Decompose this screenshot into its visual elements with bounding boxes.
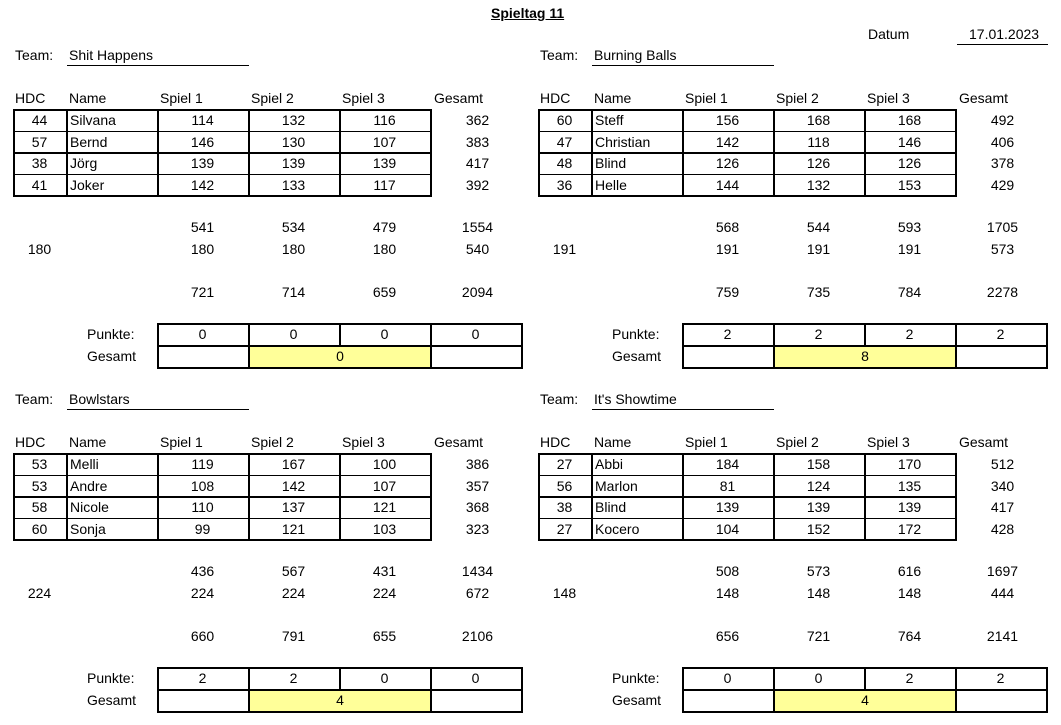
total-row-spiel3: 659 [372,284,397,300]
player-hdc: 58 [31,499,48,515]
player-name: Melli [70,456,99,472]
player-name: Blind [595,155,627,171]
total-row-gesamt: 2141 [986,628,1019,644]
player-gesamt: 378 [990,155,1015,171]
player-name: Sonja [70,520,106,537]
spiel1-header: Spiel 1 [685,90,728,106]
gesamt-value: 4 [336,692,344,708]
punkte-value: 2 [814,326,823,342]
total-row-spiel2: 791 [281,628,306,644]
player-spiel1: 104 [715,520,740,537]
player-spiel2: 137 [281,499,306,515]
total-row-spiel3: 784 [897,284,922,300]
name-header: Name [69,90,107,106]
player-hdc: 27 [556,520,573,537]
sum-row-gesamt: 1554 [461,219,494,235]
player-spiel3: 172 [897,520,922,537]
spiel2-header: Spiel 2 [251,434,294,450]
player-spiel3: 121 [372,499,397,515]
gesamt-value: 0 [336,348,344,364]
sum-row-spiel2: 534 [281,219,306,235]
punkte-value: 0 [380,326,389,342]
punkte-value: 0 [380,670,389,686]
player-hdc: 56 [556,477,573,494]
player-gesamt: 340 [990,477,1015,494]
sum-row-spiel1: 508 [715,563,740,579]
team-name: Shit Happens [69,47,154,63]
gesamt-label: Gesamt [612,692,662,708]
player-hdc: 57 [31,133,48,150]
spiel3-header: Spiel 3 [342,434,385,450]
punkte-value: 0 [289,326,298,342]
hdc-header: HDC [15,90,46,106]
player-spiel2: 132 [281,112,306,128]
player-spiel2: 121 [281,520,306,537]
player-spiel2: 132 [806,176,831,193]
hdc-total: 148 [552,585,577,601]
punkte-value: 2 [996,326,1005,342]
gesamt-header: Gesamt [959,434,1009,450]
player-gesamt: 392 [465,176,490,193]
sum-row-spiel3: 431 [372,563,397,579]
player-spiel1: 81 [719,477,736,494]
sum-row-gesamt: 1697 [986,563,1019,579]
player-spiel2: 167 [281,456,306,472]
team-label: Team: [15,47,54,63]
spiel3-header: Spiel 3 [867,434,910,450]
team-label: Team: [540,47,579,63]
punkte-value: 0 [814,670,823,686]
punkte-value: 2 [198,670,207,686]
player-spiel2: 139 [281,155,306,171]
page-title: Spieltag 11 [491,5,565,21]
hdc-row-gesamt: 573 [990,241,1015,257]
spiel1-header: Spiel 1 [160,90,203,106]
gesamt-label: Gesamt [612,348,662,364]
team-label: Team: [540,391,579,407]
punkte-value: 2 [289,670,298,686]
gesamt-label: Gesamt [87,692,137,708]
player-gesamt: 417 [990,499,1015,515]
sum-row-spiel3: 479 [372,219,397,235]
gesamt-label: Gesamt [87,348,137,364]
player-name: Joker [70,176,105,193]
player-spiel2: 130 [281,133,306,150]
player-spiel1: 99 [194,520,211,537]
punkte-value: 0 [471,670,480,686]
spiel2-header: Spiel 2 [776,434,819,450]
player-spiel2: 152 [806,520,831,537]
hdc-row-spiel1: 191 [715,241,740,257]
sum-row-spiel3: 616 [897,563,922,579]
player-gesamt: 406 [990,133,1015,150]
name-header: Name [594,90,632,106]
sum-row-spiel3: 593 [897,219,922,235]
player-hdc: 36 [556,176,573,193]
hdc-row-spiel1: 148 [715,585,740,601]
player-gesamt: 383 [465,133,490,150]
player-spiel2: 133 [281,176,306,193]
player-spiel3: 139 [897,499,922,515]
player-spiel3: 107 [372,133,397,150]
team-name: Bowlstars [69,391,130,407]
player-name: Jörg [70,155,98,171]
hdc-header: HDC [540,434,571,450]
player-spiel2: 142 [281,477,306,494]
spiel3-header: Spiel 3 [867,90,910,106]
sum-row-spiel2: 544 [806,219,831,235]
sum-row-gesamt: 1434 [461,563,494,579]
player-hdc: 27 [556,456,573,472]
player-spiel3: 135 [897,477,922,494]
sum-row-spiel1: 568 [715,219,740,235]
name-header: Name [69,434,107,450]
total-row-spiel1: 759 [715,284,740,300]
punkte-value: 2 [996,670,1005,686]
punkte-label: Punkte: [87,326,135,342]
player-hdc: 41 [31,176,48,193]
sum-row-spiel1: 541 [190,219,215,235]
hdc-header: HDC [15,434,46,450]
player-gesamt: 512 [990,456,1015,472]
hdc-header: HDC [540,90,571,106]
player-spiel2: 118 [807,133,830,150]
player-spiel3: 146 [897,133,922,150]
player-name: Abbi [595,456,624,472]
player-hdc: 38 [31,155,48,171]
player-hdc: 60 [556,112,573,128]
hdc-row-spiel2: 191 [806,241,831,257]
player-spiel2: 124 [806,477,831,494]
sum-row-spiel2: 573 [806,563,831,579]
player-spiel3: 153 [897,176,922,193]
player-hdc: 38 [556,499,573,515]
player-gesamt: 362 [465,112,490,128]
total-row-gesamt: 2278 [986,284,1019,300]
player-gesamt: 417 [465,155,490,171]
player-gesamt: 323 [465,520,490,537]
total-row-spiel1: 721 [190,284,215,300]
punkte-label: Punkte: [87,670,135,686]
spiel1-header: Spiel 1 [685,434,728,450]
player-hdc: 53 [31,456,48,472]
player-gesamt: 357 [465,477,490,494]
player-spiel1: 142 [190,176,215,193]
sum-row-spiel2: 567 [281,563,306,579]
player-name: Nicole [70,499,109,515]
player-gesamt: 428 [990,520,1015,537]
hdc-row-spiel2: 180 [281,241,306,257]
spiel1-header: Spiel 1 [160,434,203,450]
spiel2-header: Spiel 2 [251,90,294,106]
player-spiel2: 168 [806,112,831,128]
player-spiel1: 144 [715,176,740,193]
total-row-spiel2: 721 [806,628,831,644]
player-spiel3: 168 [897,112,922,128]
player-gesamt: 368 [465,499,490,515]
player-name: Bernd [70,133,108,150]
hdc-total: 180 [27,241,52,257]
player-spiel2: 126 [806,155,831,171]
player-spiel1: 119 [191,456,214,472]
player-spiel2: 139 [806,499,831,515]
player-name: Blind [595,499,627,515]
hdc-row-spiel1: 224 [190,585,215,601]
team-name: It's Showtime [594,391,677,407]
player-hdc: 48 [556,155,573,171]
player-hdc: 53 [31,477,48,494]
player-spiel1: 146 [190,133,215,150]
spiel3-header: Spiel 3 [342,90,385,106]
total-row-spiel3: 655 [372,628,397,644]
player-spiel1: 126 [715,155,740,171]
spiel2-header: Spiel 2 [776,90,819,106]
player-spiel3: 139 [372,155,397,171]
punkte-value: 2 [723,326,732,342]
punkte-value: 0 [198,326,207,342]
punkte-label: Punkte: [612,670,660,686]
hdc-row-spiel3: 191 [897,241,922,257]
hdc-row-gesamt: 540 [465,241,490,257]
player-spiel1: 110 [191,499,214,515]
player-spiel2: 158 [806,456,831,472]
player-spiel1: 114 [191,112,214,128]
player-gesamt: 492 [990,112,1015,128]
player-spiel3: 117 [373,176,396,193]
player-hdc: 60 [31,520,48,537]
total-row-spiel1: 656 [715,628,740,644]
player-spiel1: 139 [715,499,740,515]
team-label: Team: [15,391,54,407]
player-spiel1: 156 [715,112,740,128]
hdc-row-spiel3: 148 [897,585,922,601]
total-row-spiel2: 735 [806,284,831,300]
punkte-value: 0 [471,326,480,342]
player-name: Silvana [70,112,116,128]
hdc-total: 224 [27,585,52,601]
player-name: Christian [595,133,651,150]
hdc-row-gesamt: 444 [990,585,1015,601]
player-spiel1: 108 [190,477,215,494]
player-hdc: 47 [556,133,573,150]
hdc-row-gesamt: 672 [465,585,490,601]
total-row-gesamt: 2106 [461,628,494,644]
hdc-row-spiel1: 180 [190,241,215,257]
hdc-row-spiel2: 224 [281,585,306,601]
punkte-value: 0 [723,670,732,686]
player-spiel1: 184 [715,456,740,472]
gesamt-header: Gesamt [434,90,484,106]
datum-label: Datum [868,26,910,42]
team-name: Burning Balls [594,47,677,63]
player-spiel1: 139 [190,155,215,171]
player-spiel1: 142 [715,133,740,150]
sum-row-spiel1: 436 [190,563,215,579]
sum-row-gesamt: 1705 [986,219,1019,235]
datum-value: 17.01.2023 [969,26,1040,42]
hdc-row-spiel3: 180 [372,241,397,257]
total-row-gesamt: 2094 [461,284,494,300]
punkte-value: 2 [905,326,914,342]
player-name: Andre [70,477,108,494]
player-hdc: 44 [31,112,48,128]
gesamt-header: Gesamt [959,90,1009,106]
player-gesamt: 386 [465,456,490,472]
player-spiel3: 170 [897,456,922,472]
total-row-spiel2: 714 [281,284,306,300]
total-row-spiel1: 660 [190,628,215,644]
player-spiel3: 116 [373,112,396,128]
player-spiel3: 100 [372,456,397,472]
hdc-row-spiel3: 224 [372,585,397,601]
player-spiel3: 126 [897,155,922,171]
player-name: Helle [595,176,627,193]
gesamt-header: Gesamt [434,434,484,450]
player-gesamt: 429 [990,176,1015,193]
player-name: Marlon [595,477,638,494]
punkte-value: 2 [905,670,914,686]
total-row-spiel3: 764 [897,628,922,644]
gesamt-value: 4 [861,692,869,708]
hdc-total: 191 [552,241,577,257]
gesamt-value: 8 [861,348,869,364]
name-header: Name [594,434,632,450]
player-spiel3: 103 [372,520,397,537]
punkte-label: Punkte: [612,326,660,342]
player-name: Kocero [595,520,640,537]
player-spiel3: 107 [372,477,397,494]
player-name: Steff [595,112,624,128]
hdc-row-spiel2: 148 [806,585,831,601]
